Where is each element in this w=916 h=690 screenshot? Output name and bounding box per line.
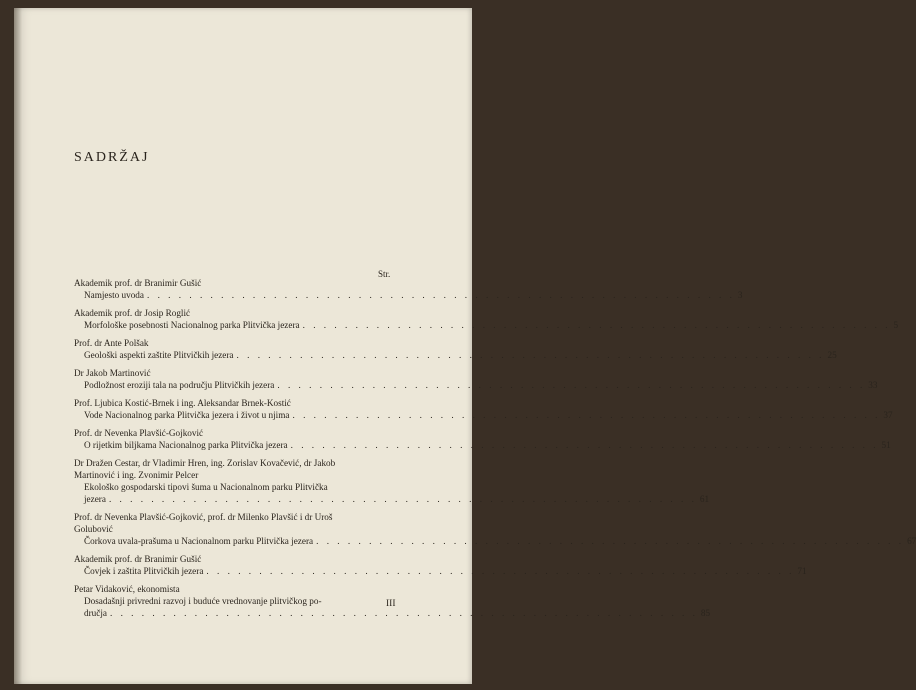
toc-entry <box>74 397 893 421</box>
toc-title: Namjesto uvoda <box>84 290 144 300</box>
toc-title: dručja <box>84 608 107 618</box>
leader-dots: . . . . . . . . . . . . . . . . . . . . . . . . . . . . . . . . . . . . . . . . . . . . . . . . . . . . . . . . <box>292 410 881 420</box>
toc-title: Geološki aspekti zaštite Plitvičkih jezera <box>84 350 234 360</box>
toc-author: Akademik prof. dr Josip Roglić <box>74 308 191 318</box>
toc-title-line <box>74 493 710 505</box>
toc-title-line <box>74 289 743 301</box>
toc-title: Ekološko gospodarski tipovi šuma u Nacionalnom parku Plitvička <box>84 482 328 492</box>
toc-entry <box>74 457 710 505</box>
toc-title: Vode Nacionalnog parka Plitvička jezera i život u njima <box>84 410 290 420</box>
toc-title-line <box>74 535 916 547</box>
toc-author: Dr Jakob Martinović <box>74 368 151 378</box>
leader-dots: . . . . . . . . . . . . . . . . . . . . . . . . . . . . . . . . . . . . . . . . . . . . . . . . . . . . . . . . <box>290 440 879 450</box>
toc-page-number: 33 <box>868 380 878 390</box>
table-of-contents <box>74 277 916 625</box>
page-spine-shadow <box>14 8 22 684</box>
toc-entry <box>74 553 807 577</box>
toc-entry <box>74 427 891 451</box>
toc-author: Petar Vidaković, ekonomista <box>74 584 180 594</box>
toc-page-number: 3 <box>737 290 743 300</box>
toc-title: O rijetkim biljkama Nacionalnog parka Plitvička jezera <box>84 440 288 450</box>
toc-title-line <box>74 409 893 421</box>
toc-page-number: 5 <box>893 320 899 330</box>
page-column-label: Str. <box>378 269 391 279</box>
toc-entry <box>74 337 837 361</box>
toc-author: Prof. dr Ante Polšak <box>74 338 149 348</box>
leader-dots: . . . . . . . . . . . . . . . . . . . . . . . . . . . . . . . . . . . . . . . . . . . . . . . . . . . . . . . . <box>236 350 825 360</box>
toc-page-number: 85 <box>700 608 711 618</box>
toc-title-line <box>74 565 807 577</box>
toc-author: Dr Dražen Cestar, dr Vladimir Hren, ing. Zorislav Kovačević, dr Jakob <box>74 458 336 468</box>
toc-title: jezera <box>84 494 106 504</box>
leader-dots: . . . . . . . . . . . . . . . . . . . . . . . . . . . . . . . . . . . . . . . . . . . . . . . . . . . . . . . . <box>146 290 735 300</box>
toc-page-number: 37 <box>883 410 893 420</box>
toc-page-number: 67 <box>907 536 916 546</box>
toc-title: Čorkova uvala-prašuma u Nacionalnom parku Plitvička jezera <box>84 536 314 546</box>
toc-author: Prof. dr Nevenka Plavšić-Gojković <box>74 428 204 438</box>
toc-entry <box>74 511 916 547</box>
toc-entry <box>74 583 711 619</box>
leader-dots: . . . . . . . . . . . . . . . . . . . . . . . . . . . . . . . . . . . . . . . . . . . . . . . . . . . . . . . . <box>316 536 905 546</box>
toc-entry <box>74 277 743 301</box>
toc-author: Prof. dr Nevenka Plavšić-Gojković, prof. dr Milenko Plavšić i dr Uroš <box>74 512 333 522</box>
toc-title-line <box>74 319 899 331</box>
toc-title: Čovjek i zaštita Plitvičkih jezera <box>84 566 204 576</box>
toc-entry <box>74 367 878 391</box>
leader-dots: . . . . . . . . . . . . . . . . . . . . . . . . . . . . . . . . . . . . . . . . . . . . . . . . . . . . . . . . <box>206 566 795 576</box>
leader-dots: . . . . . . . . . . . . . . . . . . . . . . . . . . . . . . . . . . . . . . . . . . . . . . . . . . . . . . . . <box>302 320 891 330</box>
toc-author: Akademik prof. dr Branimir Gušić <box>74 554 202 564</box>
toc-page-number: 71 <box>797 566 807 576</box>
roman-page-number: III <box>386 599 396 609</box>
toc-title: Morfološke posebnosti Nacionalnog parka Plitvička jezera <box>84 320 300 330</box>
toc-entry <box>74 307 899 331</box>
toc-title: Dosadašnji privredni razvoj i buduće vrednovanje plitvičkog po- <box>84 596 322 606</box>
toc-author: Golubović <box>74 524 113 534</box>
leader-dots: . . . . . . . . . . . . . . . . . . . . . . . . . . . . . . . . . . . . . . . . . . . . . . . . . . . . . . . . <box>108 494 697 504</box>
leader-dots: . . . . . . . . . . . . . . . . . . . . . . . . . . . . . . . . . . . . . . . . . . . . . . . . . . . . . . . . <box>277 380 866 390</box>
toc-title-line <box>74 439 891 451</box>
toc-author: Prof. Ljubica Kostić-Brnek i ing. Aleksandar Brnek-Kostić <box>74 398 291 408</box>
toc-page-number: 61 <box>699 494 710 504</box>
toc-title-line <box>74 379 878 391</box>
page-title: SADRŽAJ <box>74 150 150 165</box>
toc-title-line <box>74 349 837 361</box>
toc-author: Akademik prof. dr Branimir Gušić <box>74 278 202 288</box>
toc-page-number: 25 <box>827 350 837 360</box>
leader-dots: . . . . . . . . . . . . . . . . . . . . . . . . . . . . . . . . . . . . . . . . . . . . . . . . . . . . . . . . <box>109 608 698 618</box>
toc-title: Podložnost eroziji tala na području Plitvičkih jezera <box>84 380 275 390</box>
toc-page-number: 51 <box>881 440 891 450</box>
toc-title-line <box>74 607 711 619</box>
toc-author: Martinović i ing. Zvonimir Pelcer <box>74 470 199 480</box>
